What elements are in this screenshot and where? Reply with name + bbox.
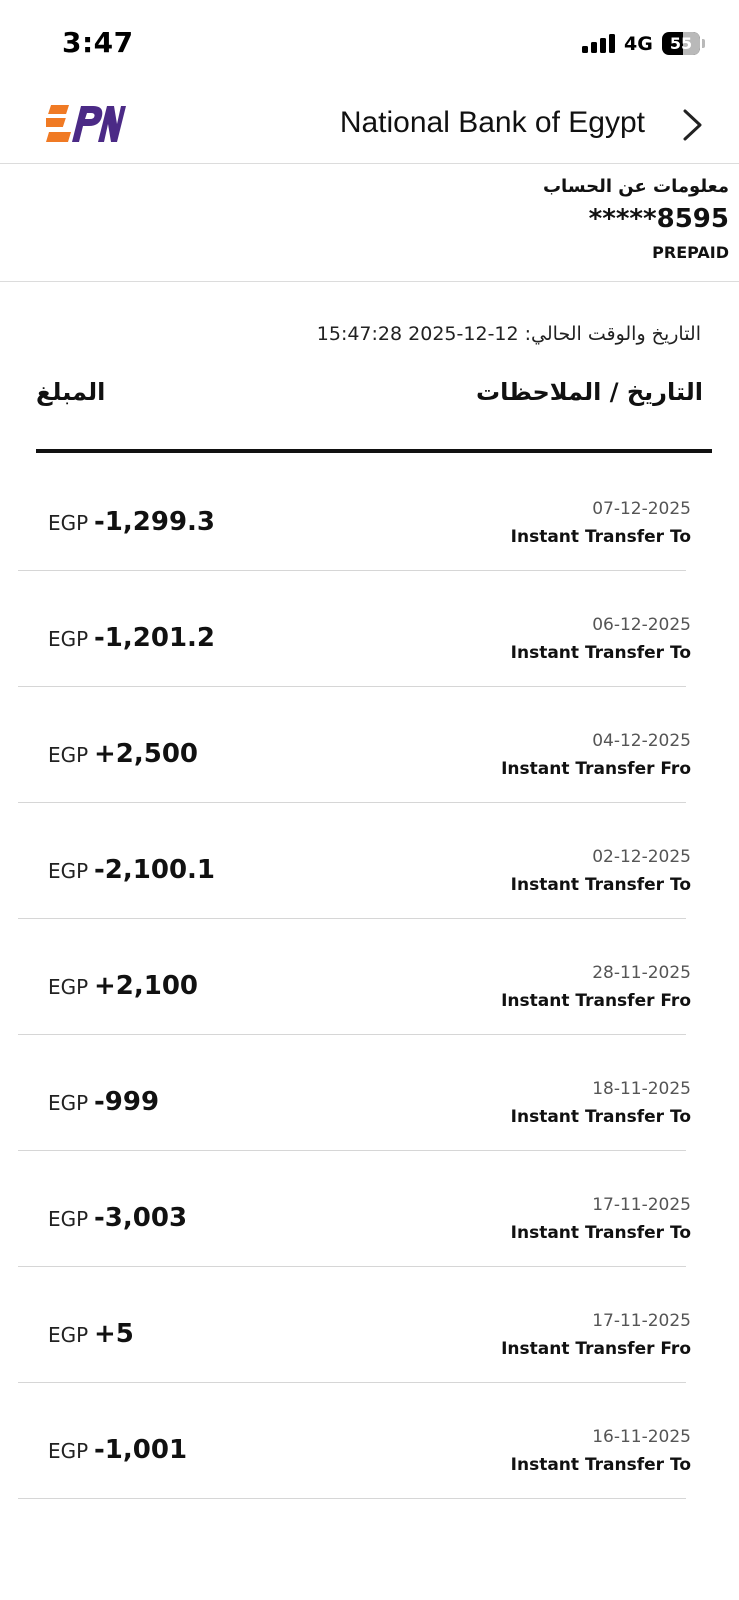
status-time: 3:47: [62, 26, 134, 59]
transaction-currency: EGP: [48, 627, 89, 651]
column-header-date-notes: التاريخ / الملاحظات: [475, 378, 703, 406]
account-info-title: معلومات عن الحساب: [542, 176, 729, 197]
transaction-date: 04-12-2025: [592, 731, 691, 751]
account-number: *****8595: [588, 204, 729, 234]
account-type: PREPAID: [652, 243, 729, 262]
transaction-amount: +2,500: [94, 739, 199, 769]
transaction-currency: EGP: [48, 1439, 89, 1463]
transaction-date: 06-12-2025: [592, 615, 691, 635]
transaction-row[interactable]: [0, 1267, 739, 1383]
transaction-description: Instant Transfer To: [510, 1107, 691, 1127]
transaction-row[interactable]: [0, 571, 739, 687]
transaction-description: Instant Transfer To: [510, 643, 691, 663]
transaction-amount: -3,003: [94, 1203, 188, 1233]
network-type: 4G: [624, 33, 653, 55]
transaction-currency: EGP: [48, 975, 89, 999]
transaction-description: Instant Transfer To: [510, 875, 691, 895]
transaction-date: 17-11-2025: [592, 1311, 691, 1331]
transaction-list[interactable]: [0, 455, 739, 1555]
transaction-amount: -1,001: [94, 1435, 188, 1465]
transaction-amount: +2,100: [94, 971, 199, 1001]
chevron-right-icon[interactable]: [680, 108, 706, 142]
column-header-amount: المبلغ: [36, 378, 106, 406]
transaction-amount: -1,299.3: [94, 507, 215, 537]
transaction-date: 17-11-2025: [592, 1195, 691, 1215]
transaction-row[interactable]: [0, 455, 739, 571]
transaction-amount: -2,100.1: [94, 855, 215, 885]
transaction-row[interactable]: [0, 1151, 739, 1267]
transaction-description: Instant Transfer To: [510, 1455, 691, 1475]
transaction-currency: EGP: [48, 859, 89, 883]
ipn-logo: [46, 102, 126, 144]
transaction-currency: EGP: [48, 1207, 89, 1231]
transaction-date: 16-11-2025: [592, 1427, 691, 1447]
transaction-amount: -1,201.2: [94, 623, 215, 653]
transaction-description: Instant Transfer Fro: [501, 991, 691, 1011]
transaction-date: 02-12-2025: [592, 847, 691, 867]
header-divider: [0, 163, 739, 164]
transaction-date: 28-11-2025: [592, 963, 691, 983]
battery-icon: [662, 32, 700, 55]
transaction-row[interactable]: [0, 687, 739, 803]
transaction-row[interactable]: [0, 919, 739, 1035]
transaction-description: Instant Transfer Fro: [501, 759, 691, 779]
transaction-description: Instant Transfer To: [510, 1223, 691, 1243]
transaction-date: 07-12-2025: [592, 499, 691, 519]
bank-name[interactable]: National Bank of Egypt: [339, 106, 645, 139]
transaction-amount: -999: [94, 1087, 160, 1117]
battery-level: 55: [669, 34, 693, 53]
transaction-row[interactable]: [0, 1035, 739, 1151]
transaction-currency: EGP: [48, 511, 89, 535]
transaction-row[interactable]: [0, 803, 739, 919]
transaction-currency: EGP: [48, 1091, 89, 1115]
header-underline: [36, 449, 712, 453]
account-divider: [0, 281, 739, 282]
transaction-description: Instant Transfer To: [510, 527, 691, 547]
current-datetime: التاريخ والوقت الحالي: 12-12-2025 15:47:28: [316, 323, 701, 345]
cellular-signal-icon: [582, 33, 618, 53]
battery-tip: [702, 39, 705, 48]
transaction-description: Instant Transfer Fro: [501, 1339, 691, 1359]
transaction-row[interactable]: [0, 1383, 739, 1499]
transaction-amount: +5: [94, 1319, 134, 1349]
transaction-date: 18-11-2025: [592, 1079, 691, 1099]
transaction-currency: EGP: [48, 1323, 89, 1347]
transaction-currency: EGP: [48, 743, 89, 767]
